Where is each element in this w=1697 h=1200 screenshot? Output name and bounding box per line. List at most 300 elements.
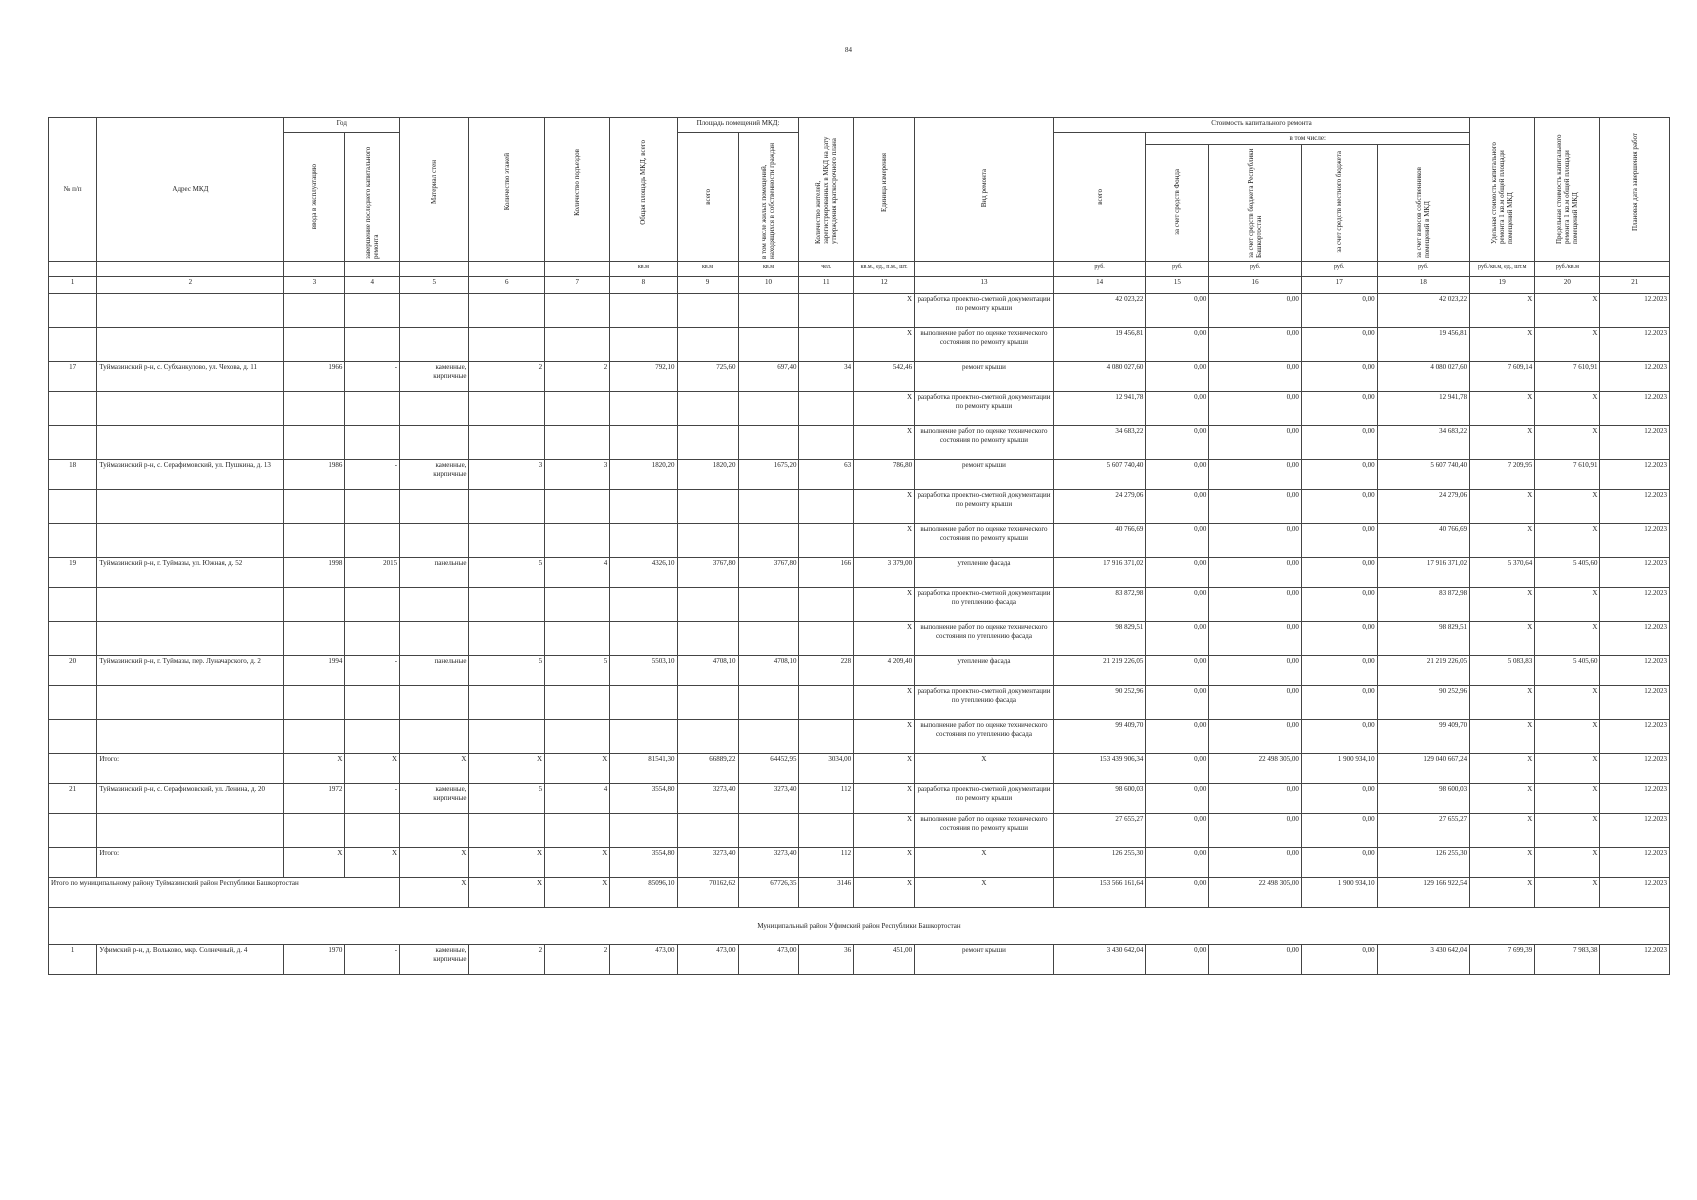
- cost-rb: 0,00: [1209, 558, 1302, 588]
- last-repair-year: X: [345, 848, 400, 878]
- cost-total: 90 252,96: [1053, 686, 1146, 720]
- cost-owners: 19 456,81: [1377, 328, 1470, 362]
- cost-mb: 0,00: [1301, 588, 1377, 622]
- year-built: [284, 814, 345, 848]
- table-row: [49, 945, 1670, 975]
- total-area: [610, 622, 677, 656]
- header-col-1: № п/п: [49, 118, 97, 262]
- cost-mb: 0,00: [1301, 945, 1377, 975]
- specific-cost: X: [1470, 490, 1535, 524]
- planned-date: 12.2023: [1600, 878, 1670, 908]
- planned-date: 12.2023: [1600, 848, 1670, 878]
- unit-cell: руб./кв.м, ед., шт.м: [1470, 262, 1535, 277]
- planned-date: 12.2023: [1600, 754, 1670, 784]
- area-all: 3767,80: [677, 558, 738, 588]
- area-living: 697,40: [738, 362, 799, 392]
- header-col-8: Общая площадь МКД, всего: [610, 118, 677, 262]
- residents: [799, 392, 854, 426]
- cost-mb: 0,00: [1301, 720, 1377, 754]
- cost-total: 42 023,22: [1053, 294, 1146, 328]
- cost-total: 126 255,30: [1053, 848, 1146, 878]
- last-repair-year: [345, 328, 400, 362]
- table-row: [49, 814, 1670, 848]
- column-number: 21: [1600, 277, 1670, 294]
- year-built: 1966: [284, 362, 345, 392]
- planned-date: 12.2023: [1600, 945, 1670, 975]
- cost-owners: 126 255,30: [1377, 848, 1470, 878]
- unit-cell: [915, 262, 1054, 277]
- residents: [799, 328, 854, 362]
- wall-material: каменные, кирпичные: [400, 460, 469, 490]
- repair-type: разработка проектно-сметной документации по ремонту крыши: [915, 490, 1054, 524]
- limit-cost: X: [1535, 426, 1600, 460]
- total-area: 3554,80: [610, 848, 677, 878]
- area-living: [738, 294, 799, 328]
- cost-mb: 0,00: [1301, 784, 1377, 814]
- cost-owners: 17 916 371,02: [1377, 558, 1470, 588]
- specific-cost: X: [1470, 784, 1535, 814]
- area-living: 3273,40: [738, 784, 799, 814]
- wall-material: [400, 294, 469, 328]
- last-repair-year: [345, 524, 400, 558]
- cost-mb: 0,00: [1301, 686, 1377, 720]
- cost-owners: 129 040 667,24: [1377, 754, 1470, 784]
- residents: 228: [799, 656, 854, 686]
- total-area: [610, 294, 677, 328]
- table-row: [49, 490, 1670, 524]
- cost-rb: 0,00: [1209, 622, 1302, 656]
- unit-cell: [400, 262, 469, 277]
- area-all: [677, 588, 738, 622]
- residents: 3146: [799, 878, 854, 908]
- area-all: [677, 328, 738, 362]
- column-number: 14: [1053, 277, 1146, 294]
- cost-rb: 0,00: [1209, 426, 1302, 460]
- year-built: [284, 328, 345, 362]
- table-row: [49, 656, 1670, 686]
- specific-cost: 5 083,83: [1470, 656, 1535, 686]
- cost-total: 12 941,78: [1053, 392, 1146, 426]
- address: [97, 814, 284, 848]
- row-number: 18: [49, 460, 97, 490]
- header-col-11: Количество жителей, зарегистрированных в МКД на дату утверждения краткосрочного плана: [799, 118, 854, 262]
- unit-cell: кв.м: [610, 262, 677, 277]
- repair-type: ремонт крыши: [915, 460, 1054, 490]
- header-col-21: Плановая дата завершения работ: [1600, 118, 1670, 262]
- residents: [799, 294, 854, 328]
- repair-type: разработка проектно-сметной документации по ремонту крыши: [915, 294, 1054, 328]
- planned-date: 12.2023: [1600, 426, 1670, 460]
- cost-fond: 0,00: [1146, 656, 1209, 686]
- unit-measure: X: [854, 524, 915, 558]
- column-numbers-row: [49, 277, 1670, 294]
- unit-measure: X: [854, 878, 915, 908]
- cost-mb: 0,00: [1301, 362, 1377, 392]
- repair-type: выполнение работ по оценке технического состояния по утеплению фасада: [915, 720, 1054, 754]
- cost-total: 153 566 161,64: [1053, 878, 1146, 908]
- cost-owners: 34 683,22: [1377, 426, 1470, 460]
- repair-type: выполнение работ по оценке технического состояния по ремонту крыши: [915, 814, 1054, 848]
- header-col-16: за счет средств бюджета Республики Башкортостан: [1209, 145, 1302, 262]
- wall-material: [400, 426, 469, 460]
- year-built: [284, 426, 345, 460]
- header-col-13: Вид ремонта: [915, 118, 1054, 262]
- cost-rb: 0,00: [1209, 848, 1302, 878]
- cost-fond: 0,00: [1146, 392, 1209, 426]
- limit-cost: X: [1535, 686, 1600, 720]
- planned-date: 12.2023: [1600, 460, 1670, 490]
- cost-mb: 1 900 934,10: [1301, 878, 1377, 908]
- section-title: Муниципальный район Уфимский район Республики Башкортостан: [49, 908, 1670, 945]
- planned-date: 12.2023: [1600, 558, 1670, 588]
- floors: [469, 720, 545, 754]
- unit-measure: X: [854, 686, 915, 720]
- cost-total: 98 600,03: [1053, 784, 1146, 814]
- area-all: [677, 294, 738, 328]
- unit-measure: X: [854, 392, 915, 426]
- cost-owners: 5 607 740,40: [1377, 460, 1470, 490]
- unit-cell: руб.: [1209, 262, 1302, 277]
- row-number: [49, 392, 97, 426]
- cost-owners: 12 941,78: [1377, 392, 1470, 426]
- limit-cost: X: [1535, 490, 1600, 524]
- cost-fond: 0,00: [1146, 524, 1209, 558]
- wall-material: [400, 686, 469, 720]
- cost-mb: 0,00: [1301, 622, 1377, 656]
- wall-material: [400, 524, 469, 558]
- area-all: [677, 524, 738, 558]
- column-number: 3: [284, 277, 345, 294]
- header-v-tom-chisle: в том числе:: [1146, 133, 1470, 145]
- wall-material: X: [400, 878, 469, 908]
- unit-measure: X: [854, 490, 915, 524]
- last-repair-year: [345, 814, 400, 848]
- cost-fond: 0,00: [1146, 754, 1209, 784]
- cost-total: 83 872,98: [1053, 588, 1146, 622]
- row-number: 20: [49, 656, 97, 686]
- cost-rb: 0,00: [1209, 490, 1302, 524]
- year-built: 1986: [284, 460, 345, 490]
- year-built: 1970: [284, 945, 345, 975]
- address: [97, 490, 284, 524]
- cost-rb: 0,00: [1209, 784, 1302, 814]
- repair-type: X: [915, 754, 1054, 784]
- table-row: [49, 878, 1670, 908]
- year-built: 1998: [284, 558, 345, 588]
- specific-cost: X: [1470, 426, 1535, 460]
- header-col-14: всего: [1053, 133, 1146, 262]
- limit-cost: X: [1535, 720, 1600, 754]
- year-built: 1972: [284, 784, 345, 814]
- cost-fond: 0,00: [1146, 558, 1209, 588]
- wall-material: X: [400, 848, 469, 878]
- unit-measure: X: [854, 784, 915, 814]
- area-all: [677, 814, 738, 848]
- specific-cost: X: [1470, 754, 1535, 784]
- column-number: 12: [854, 277, 915, 294]
- entrances: [545, 490, 610, 524]
- area-all: [677, 392, 738, 426]
- unit-cell: [97, 262, 284, 277]
- entrances: 4: [545, 784, 610, 814]
- cost-mb: 0,00: [1301, 656, 1377, 686]
- wall-material: [400, 328, 469, 362]
- entrances: [545, 588, 610, 622]
- entrances: [545, 392, 610, 426]
- column-number: 16: [1209, 277, 1302, 294]
- year-built: [284, 622, 345, 656]
- cost-fond: 0,00: [1146, 784, 1209, 814]
- column-number: 2: [97, 277, 284, 294]
- cost-rb: 0,00: [1209, 588, 1302, 622]
- unit-cell: чел.: [799, 262, 854, 277]
- repair-type: разработка проектно-сметной документации по утеплению фасада: [915, 686, 1054, 720]
- last-repair-year: -: [345, 784, 400, 814]
- entrances: 5: [545, 656, 610, 686]
- floors: [469, 294, 545, 328]
- total-area: [610, 588, 677, 622]
- total-area: [610, 392, 677, 426]
- cost-owners: 129 166 922,54: [1377, 878, 1470, 908]
- wall-material: панельные: [400, 656, 469, 686]
- row-number: [49, 686, 97, 720]
- unit-measure: X: [854, 720, 915, 754]
- table-row: [49, 392, 1670, 426]
- cost-mb: 0,00: [1301, 460, 1377, 490]
- cost-fond: 0,00: [1146, 460, 1209, 490]
- residents: [799, 490, 854, 524]
- unit-measure: X: [854, 848, 915, 878]
- cost-rb: 0,00: [1209, 720, 1302, 754]
- unit-measure: 3 379,00: [854, 558, 915, 588]
- area-all: 1820,20: [677, 460, 738, 490]
- total-area: 81541,30: [610, 754, 677, 784]
- unit-cell: [545, 262, 610, 277]
- cost-fond: 0,00: [1146, 945, 1209, 975]
- total-area: [610, 814, 677, 848]
- table-row: [49, 908, 1670, 945]
- area-all: 473,00: [677, 945, 738, 975]
- address: Туймазинский р-н, с. Серафимовский, ул. Ленина, д. 20: [97, 784, 284, 814]
- header-col-20: Предельная стоимость капитального ремонта 1 кв.м общей площади помещений МКД: [1535, 118, 1600, 262]
- total-area: 1820,20: [610, 460, 677, 490]
- last-repair-year: [345, 686, 400, 720]
- area-living: [738, 490, 799, 524]
- area-living: 4708,10: [738, 656, 799, 686]
- entrances: 2: [545, 362, 610, 392]
- address: [97, 392, 284, 426]
- limit-cost: X: [1535, 622, 1600, 656]
- address: [97, 622, 284, 656]
- area-all: 70162,62: [677, 878, 738, 908]
- table-row: [49, 328, 1670, 362]
- entrances: X: [545, 878, 610, 908]
- cost-total: 4 080 027,60: [1053, 362, 1146, 392]
- row-number: [49, 426, 97, 460]
- floors: 5: [469, 558, 545, 588]
- address: Туймазинский р-н, с. Субханкулово, ул. Чехова, д. 11: [97, 362, 284, 392]
- page-number: 84: [845, 46, 852, 54]
- planned-date: 12.2023: [1600, 362, 1670, 392]
- area-living: 1675,20: [738, 460, 799, 490]
- repair-type: выполнение работ по оценке технического состояния по ремонту крыши: [915, 328, 1054, 362]
- cost-total: 5 607 740,40: [1053, 460, 1146, 490]
- address: [97, 686, 284, 720]
- row-number: [49, 720, 97, 754]
- cost-mb: 0,00: [1301, 328, 1377, 362]
- floors: [469, 524, 545, 558]
- cost-fond: 0,00: [1146, 848, 1209, 878]
- year-built: [284, 524, 345, 558]
- residents: 112: [799, 848, 854, 878]
- header-col-9: всего: [677, 133, 738, 262]
- cost-fond: 0,00: [1146, 878, 1209, 908]
- planned-date: 12.2023: [1600, 588, 1670, 622]
- row-number: 17: [49, 362, 97, 392]
- planned-date: 12.2023: [1600, 294, 1670, 328]
- cost-fond: 0,00: [1146, 328, 1209, 362]
- grand-total-label: Итого по муниципальному району Туймазинский район Республики Башкортостан: [49, 878, 400, 908]
- address: Туймазинский р-н, г. Туймазы, пер. Луначарского, д. 2: [97, 656, 284, 686]
- column-number: 1: [49, 277, 97, 294]
- limit-cost: 7 983,38: [1535, 945, 1600, 975]
- total-area: [610, 720, 677, 754]
- area-living: 3767,80: [738, 558, 799, 588]
- unit-cell: кв.м., ед., п.м., шт.: [854, 262, 915, 277]
- residents: [799, 588, 854, 622]
- residents: 166: [799, 558, 854, 588]
- cost-total: 99 409,70: [1053, 720, 1146, 754]
- residents: [799, 814, 854, 848]
- entrances: 3: [545, 460, 610, 490]
- repair-type: выполнение работ по оценке технического состояния по ремонту крыши: [915, 524, 1054, 558]
- cost-total: 153 439 906,34: [1053, 754, 1146, 784]
- unit-measure: X: [854, 328, 915, 362]
- area-all: 725,60: [677, 362, 738, 392]
- table-row: [49, 686, 1670, 720]
- specific-cost: 5 370,64: [1470, 558, 1535, 588]
- limit-cost: X: [1535, 392, 1600, 426]
- limit-cost: 5 405,60: [1535, 656, 1600, 686]
- unit-cell: руб.: [1146, 262, 1209, 277]
- cost-mb: 0,00: [1301, 524, 1377, 558]
- limit-cost: X: [1535, 754, 1600, 784]
- last-repair-year: -: [345, 362, 400, 392]
- cost-total: 17 916 371,02: [1053, 558, 1146, 588]
- total-area: 473,00: [610, 945, 677, 975]
- floors: 5: [469, 784, 545, 814]
- floors: 3: [469, 460, 545, 490]
- specific-cost: X: [1470, 392, 1535, 426]
- year-built: X: [284, 754, 345, 784]
- row-number: [49, 848, 97, 878]
- wall-material: каменные, кирпичные: [400, 362, 469, 392]
- area-living: [738, 524, 799, 558]
- cost-rb: 0,00: [1209, 392, 1302, 426]
- limit-cost: X: [1535, 294, 1600, 328]
- cost-mb: 0,00: [1301, 848, 1377, 878]
- planned-date: 12.2023: [1600, 524, 1670, 558]
- header-ploshad: Площадь помещений МКД:: [677, 118, 799, 133]
- last-repair-year: [345, 294, 400, 328]
- last-repair-year: [345, 622, 400, 656]
- column-number: 20: [1535, 277, 1600, 294]
- year-built: [284, 490, 345, 524]
- repair-type: выполнение работ по оценке технического состояния по утеплению фасада: [915, 622, 1054, 656]
- total-area: [610, 524, 677, 558]
- limit-cost: X: [1535, 848, 1600, 878]
- column-number: 17: [1301, 277, 1377, 294]
- specific-cost: 7 209,95: [1470, 460, 1535, 490]
- table-row: [49, 524, 1670, 558]
- header-col-3: ввода в эксплуатацию: [284, 133, 345, 262]
- year-built: [284, 392, 345, 426]
- total-area: [610, 490, 677, 524]
- area-living: [738, 426, 799, 460]
- cost-owners: 99 409,70: [1377, 720, 1470, 754]
- unit-measure: X: [854, 426, 915, 460]
- cost-mb: 0,00: [1301, 814, 1377, 848]
- row-number: 21: [49, 784, 97, 814]
- table-row: [49, 784, 1670, 814]
- unit-measure: X: [854, 622, 915, 656]
- area-all: 4708,10: [677, 656, 738, 686]
- header-col-5: Материал стен: [400, 118, 469, 262]
- total-area: [610, 426, 677, 460]
- repair-type: разработка проектно-сметной документации по ремонту крыши: [915, 784, 1054, 814]
- specific-cost: 7 699,39: [1470, 945, 1535, 975]
- repair-type: утепление фасада: [915, 656, 1054, 686]
- row-number: [49, 490, 97, 524]
- cost-owners: 98 829,51: [1377, 622, 1470, 656]
- unit-measure: X: [854, 754, 915, 784]
- cost-total: 21 219 226,05: [1053, 656, 1146, 686]
- entrances: [545, 814, 610, 848]
- cost-rb: 0,00: [1209, 686, 1302, 720]
- floors: 2: [469, 362, 545, 392]
- limit-cost: X: [1535, 328, 1600, 362]
- cost-owners: 40 766,69: [1377, 524, 1470, 558]
- cost-mb: 0,00: [1301, 294, 1377, 328]
- column-number: 13: [915, 277, 1054, 294]
- area-all: 3273,40: [677, 784, 738, 814]
- cost-fond: 0,00: [1146, 294, 1209, 328]
- cost-total: 19 456,81: [1053, 328, 1146, 362]
- limit-cost: 7 610,91: [1535, 362, 1600, 392]
- residents: [799, 686, 854, 720]
- planned-date: 12.2023: [1600, 814, 1670, 848]
- header-god: Год: [284, 118, 400, 133]
- area-living: [738, 622, 799, 656]
- specific-cost: X: [1470, 814, 1535, 848]
- residents: 34: [799, 362, 854, 392]
- residents: [799, 426, 854, 460]
- residents: 63: [799, 460, 854, 490]
- total-area: 5503,10: [610, 656, 677, 686]
- wall-material: [400, 814, 469, 848]
- unit-measure: 4 209,40: [854, 656, 915, 686]
- row-number: [49, 814, 97, 848]
- planned-date: 12.2023: [1600, 656, 1670, 686]
- cost-rb: 0,00: [1209, 524, 1302, 558]
- wall-material: [400, 588, 469, 622]
- wall-material: [400, 392, 469, 426]
- header-col-6: Количество этажей: [469, 118, 545, 262]
- planned-date: 12.2023: [1600, 392, 1670, 426]
- unit-measure: 451,00: [854, 945, 915, 975]
- year-built: 1994: [284, 656, 345, 686]
- year-built: [284, 588, 345, 622]
